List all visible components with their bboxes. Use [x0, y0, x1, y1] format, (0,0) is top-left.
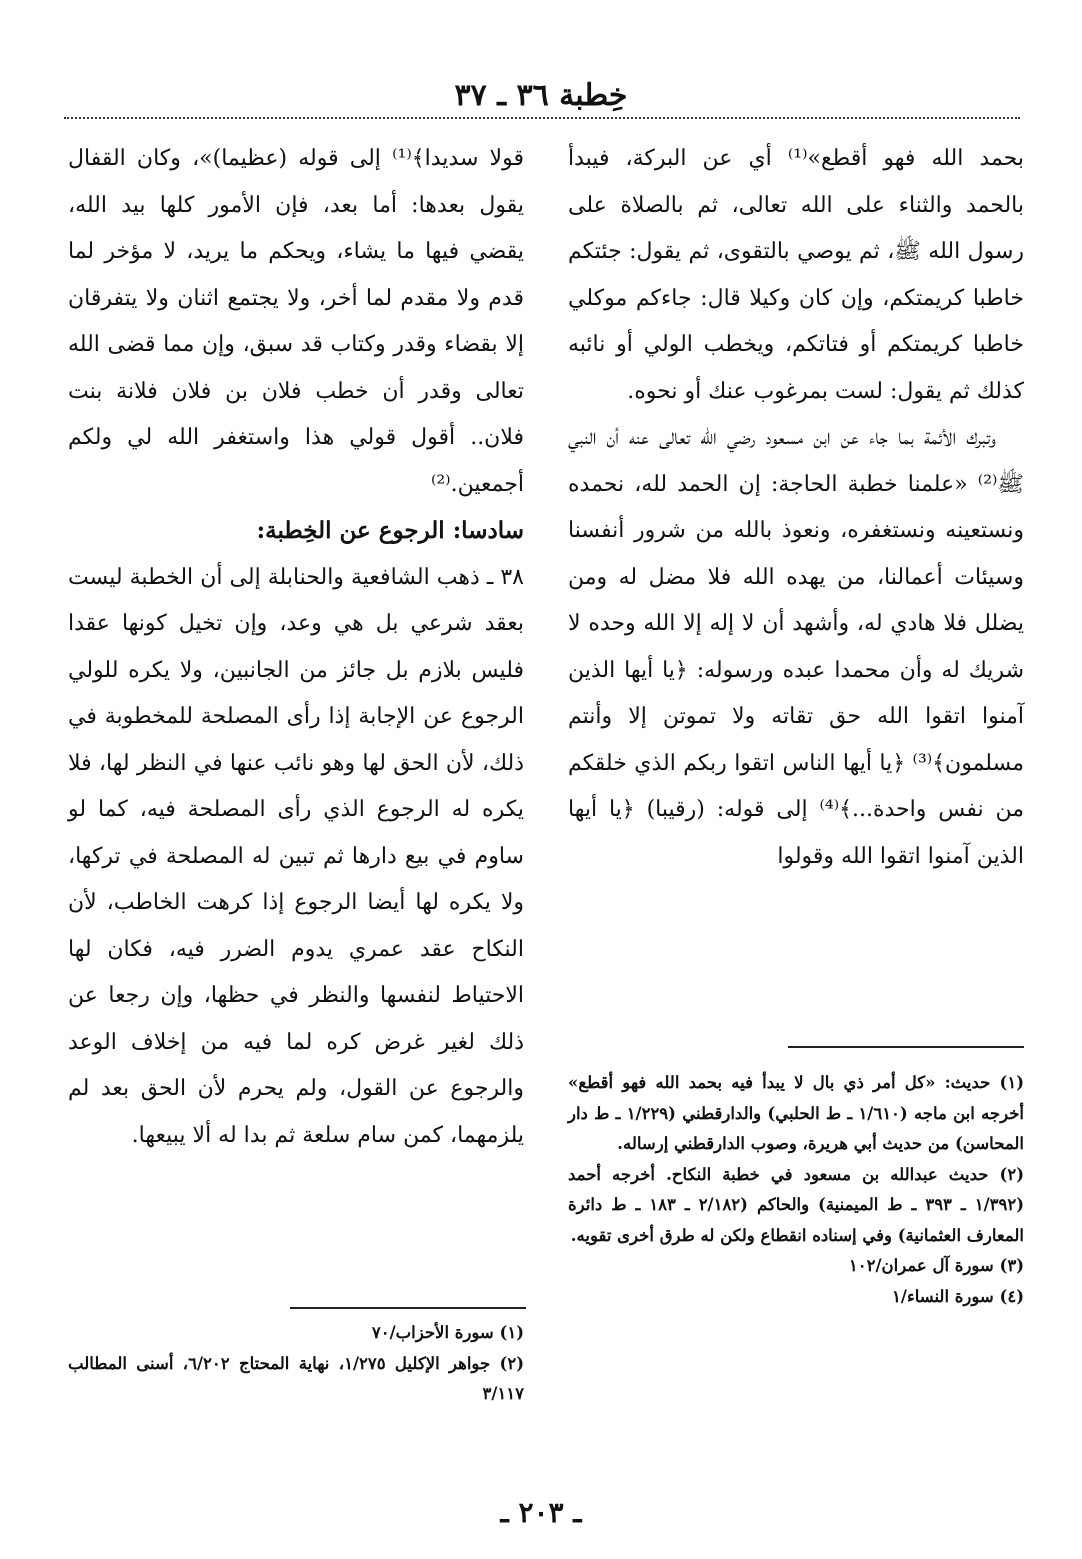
left-footnote-1: (١) سورة الأحزاب/٧٠ [371, 1323, 524, 1342]
left-footnotes [68, 1318, 524, 1410]
section-heading: سادسا: الرجوع عن الخِطبة: [256, 517, 524, 544]
right-footnote-rule [788, 1046, 1024, 1048]
left-column [68, 136, 524, 1159]
page-number: ـ ٢٠٣ ـ [500, 1496, 582, 1529]
right-footnotes [568, 1068, 1024, 1312]
right-footnote-4: (٤) سورة النساء/١ [892, 1286, 1024, 1306]
right-column [568, 136, 1024, 880]
page-header-title: خِطبة ٣٦ ـ ٣٧ [454, 78, 628, 113]
header-dotted-rule [64, 117, 1020, 119]
right-paragraph-1: بحمد الله فهو أقطع»⁽¹⁾ أي عن البركة، فيبدأ بالحمد والثناء على الله تعالى، ثم بالصلاة على رسول الله ﷺ، ثم يوصي بالتقوى، ثم يقول: جئتكم خاطبا كريمتكم، وإن كان وكيلا قال: جاءكم موكلي خاطبا كريمتكم أو فتاتكم، ويخطب الولي أو نائبه كذلك ثم يقول: لست بمرغوب عنك أو نحوه. [568, 146, 1024, 404]
right-footnote-2: (٢) حديث عبدالله بن مسعود في خطبة النكاح. أخرجه أحمد (١/٣٩٢ ـ ٣٩٣ ـ ط الميمنية) والحاكم (٢/١٨٢ ـ ١٨٣ ـ ط دائرة المعارف العثمانية) وفي إسناده انقطاع ولكن له طرق أخرى تقويه. [568, 1164, 1025, 1245]
right-footnote-1: (١) حديث: «كل أمر ذي بال لا يبدأ فيه بحمد الله فهو أقطع» أخرجه ابن ماجه (١/٦١٠ ـ ط الحلبي) والدارقطني (١/٢٢٩ ـ ط دار المحاسن) من حديث أبي هريرة، وصوب الدارقطني إرساله. [568, 1073, 1024, 1153]
left-paragraph-2: ٣٨ ـ ذهب الشافعية والحنابلة إلى أن الخطبة ليست بعقد شرعي بل هي وعد، وإن تخيل كونها عقدا فليس بلازم بل جائز من الجانبين، ولا يكره للولي الرجوع عن الإجابة إذا رأى المصلحة للمخطوبة في ذلك، لأن الحق لها وهو نائب عنها في النظر لها، فلا يكره له الرجوع الذي رأى المصلحة فيه، كما لو ساوم في بيع دارها ثم تبين له المصلحة في تركها، ولا يكره لها أيضا الرجوع إذا كرهت الخاطب، لأن النكاح عقد عمري يدوم الضرر فيه، فكان لها الاحتياط لنفسها والنظر في حظها، وإن رجعا عن ذلك لغير غرض كره لما فيه من إخلاف الوعد والرجوع عن القول، ولم يحرم لأن الحق بعد لم يلزمهما، كمن سام سلعة ثم بدا له ألا يبيعها. [68, 564, 524, 1148]
left-footnote-rule [290, 1307, 526, 1309]
right-paragraph-2: وتبرك الأئمة بما جاء عن ابن مسعود رضي الله تعالى عنه أن النبي ﷺ⁽²⁾ «علمنا خطبة الحاجة: إن الحمد لله، نحمده ونستعينه ونستغفره، ونعوذ بالله من شرور أنفسنا وسيئات أعمالنا، من يهده الله فلا مضل له ومن يضلل فلا هادي له، وأشهد أن لا إله إلا الله وحده لا شريك له وأن محمدا عبده ورسوله: ﴿يا أيها الذين آمنوا اتقوا الله حق تقاته ولا تموتن إلا وأنتم مسلمون﴾⁽³⁾ ﴿يا أيها الناس اتقوا ربكم الذي خلقكم من نفس واحدة...﴾⁽⁴⁾ إلى قوله: (رقيبا) ﴿يا أيها الذين آمنوا اتقوا الله وقولوا [568, 425, 1024, 869]
left-footnote-2: (٢) جواهر الإكليل ١/٢٧٥، نهاية المحتاج ٦/٢٠٢، أسنى المطالب ٣/١١٧ [68, 1353, 524, 1403]
left-paragraph-1: قولا سديدا﴾⁽¹⁾ إلى قوله (عظيما)»، وكان القفال يقول بعدها: أما بعد، فإن الأمور كلها بيد الله، يقضي فيها ما يشاء، ويحكم ما يريد، لا مؤخر لما قدم ولا مقدم لما أخر، ولا يجتمع اثنان ولا يتفرقان إلا بقضاء وقدر وكتاب قد سبق، وإن مما قضى الله تعالى وقدر أن خطب فلان بن فلان فلانة بنت فلان.. أقول قولي هذا واستغفر الله لي ولكم أجمعين.⁽²⁾ [68, 146, 524, 497]
right-footnote-3: (٣) سورة آل عمران/١٠٢ [848, 1256, 1024, 1275]
